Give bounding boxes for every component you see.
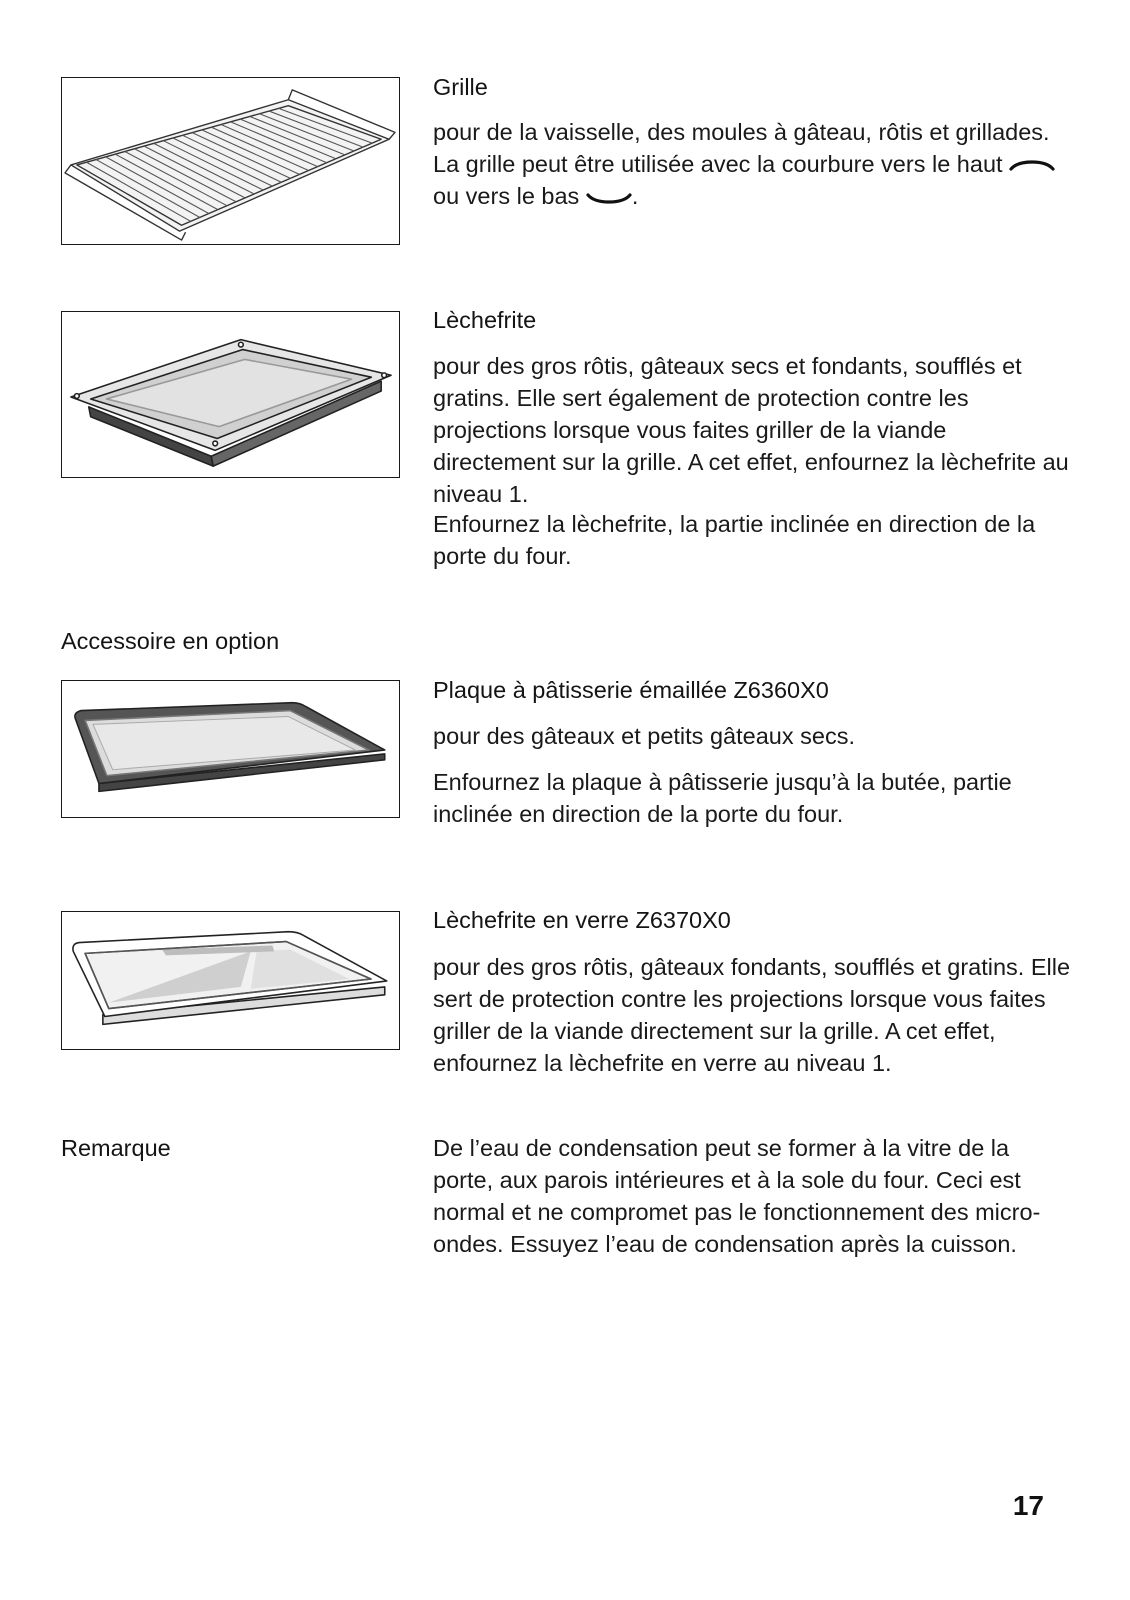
accessoire-label: Accessoire en option [61, 628, 280, 654]
grille-text: pour de la vaisselle, des moules à gâteau, rôtis et grillades. La grille peut être utilisée avec la courbure vers le haut [433, 119, 1050, 177]
grille-description [433, 116, 1073, 212]
remarque-text: De l’eau de condensation peut se former à la vitre de la porte, aux parois intérieures et à la sole du four. Ceci est normal et ne compromet pas le fonctionnement des micro-ondes. Essuyez l’eau de condensation après la cuisson. [433, 1135, 1041, 1257]
verre-title: Lèchefrite en verre Z6370X0 [433, 907, 731, 933]
enamel-baking-tray-illustration [62, 681, 399, 817]
verre-text-1: pour des gros rôtis, gâteaux fondants, soufflés et gratins. Elle sert de protection contre les projections lorsque vous faites griller de la viande directement sur la grille. A cet effet, enfournez la lèchefrite en verre au niveau 1. [433, 954, 1071, 1076]
glass-tray-illustration [61, 911, 400, 1050]
curve-up-icon [1009, 159, 1055, 173]
plaque-text-1: pour des gâteaux et petits gâteaux secs. [433, 723, 855, 749]
grille-text-mid: ou vers le bas [433, 183, 580, 209]
drip-tray-illustration [61, 311, 400, 478]
enamel-baking-tray-illustration [61, 680, 400, 818]
wire-rack-illustration [62, 78, 399, 244]
drip-tray-illustration [62, 312, 399, 477]
remarque-label: Remarque [61, 1135, 171, 1161]
lechefrite-title: Lèchefrite [433, 307, 537, 333]
glass-tray-illustration [62, 912, 399, 1049]
grille-title: Grille [433, 74, 488, 100]
plaque-text-2: Enfournez la plaque à pâtisserie jusqu’à la butée, partie inclinée en direction de la porte du four. [433, 769, 1012, 827]
wire-rack-illustration [61, 77, 400, 245]
page-number: 17 [1012, 1490, 1044, 1521]
lechefrite-text-1: pour des gros rôtis, gâteaux secs et fondants, soufflés et gratins. Elle sert également de protection contre les projections lorsque vous faites griller de la viande directement sur la grille. A cet effet, enfournez la lèchefrite au niveau 1. [433, 353, 1069, 507]
lechefrite-text-2: Enfournez la lèchefrite, la partie inclinée en direction de la porte du four. [433, 511, 1036, 569]
plaque-title: Plaque à pâtisserie émaillée Z6360X0 [433, 677, 829, 703]
curve-down-icon [586, 191, 632, 205]
grille-text-end: . [631, 183, 639, 209]
